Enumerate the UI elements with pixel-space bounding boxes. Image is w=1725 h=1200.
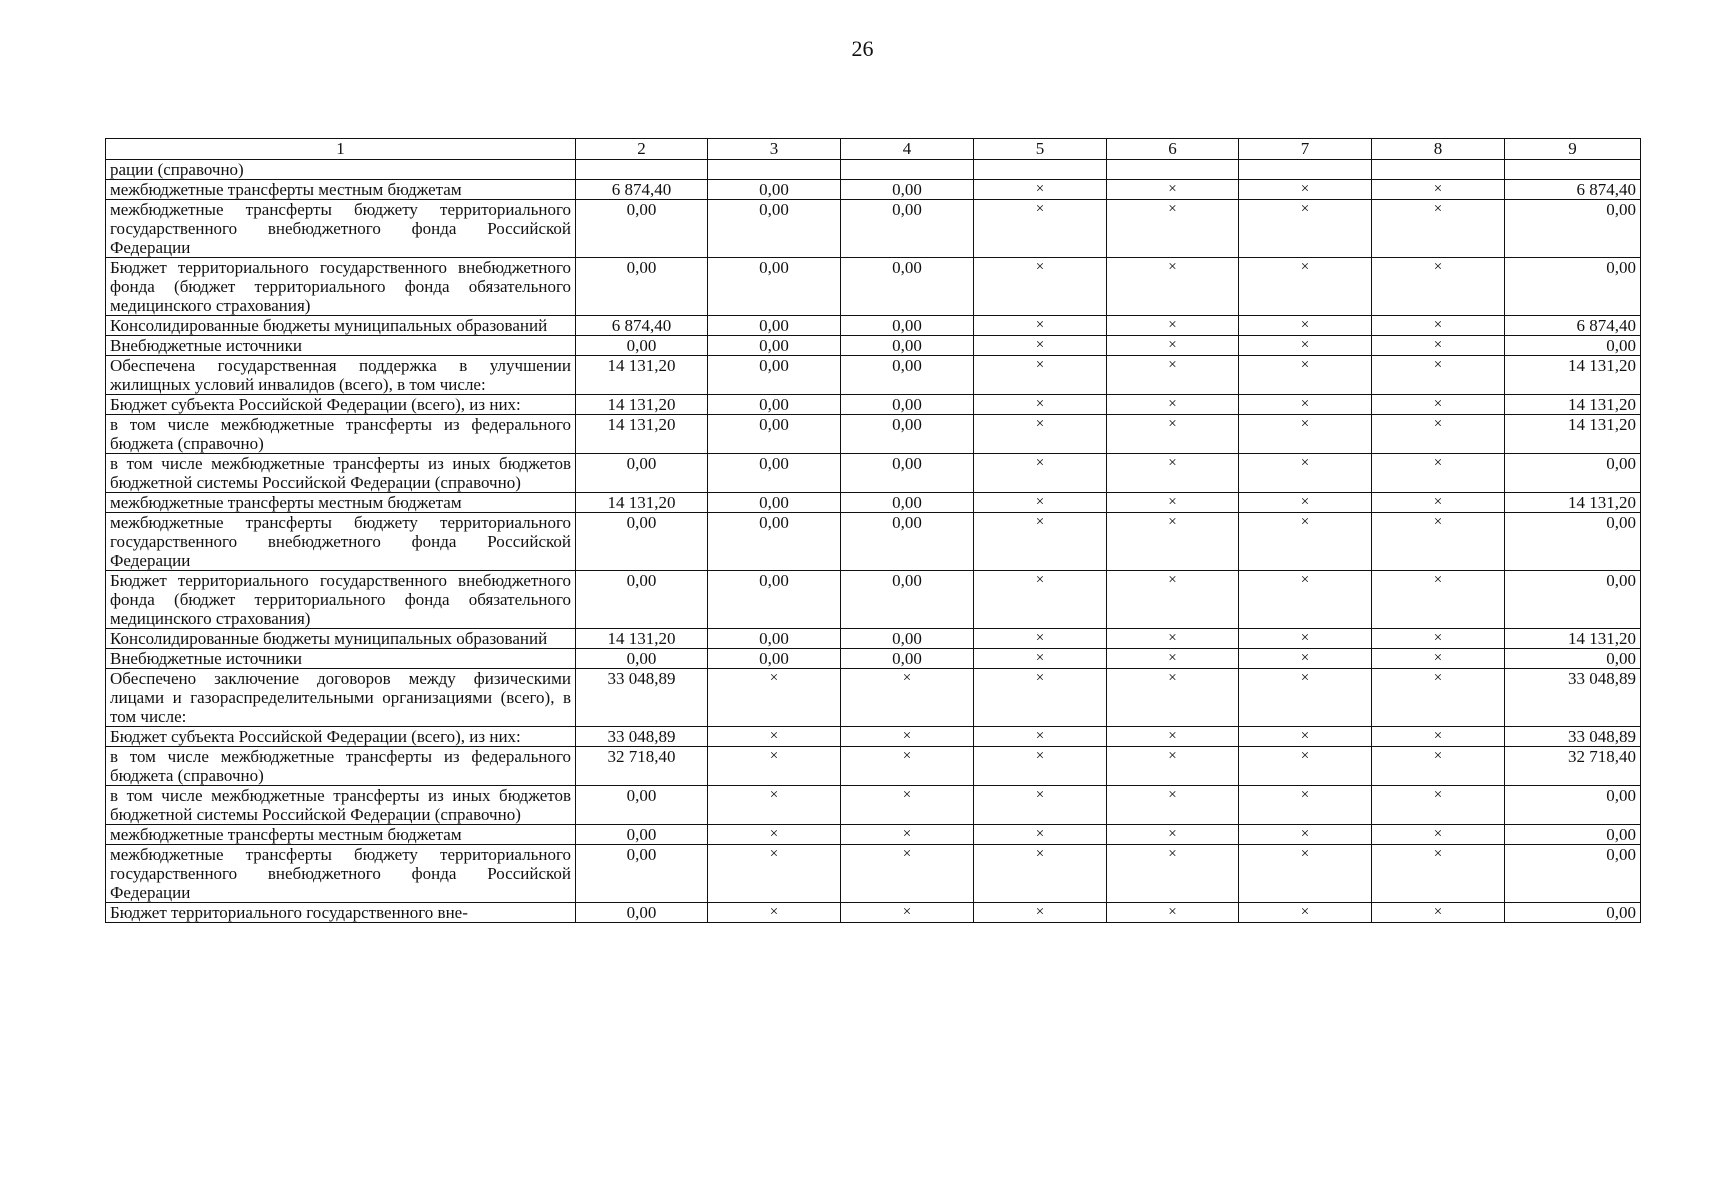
not-applicable-mark: × [974,903,1107,923]
not-applicable-mark: × [1239,258,1372,316]
value-cell: 14 131,20 [576,493,708,513]
not-applicable-mark: × [1239,493,1372,513]
table-row [106,180,1641,200]
not-applicable-mark: × [1107,845,1239,903]
value-cell: 0,00 [708,415,841,454]
table-row [106,316,1641,336]
value-cell: 14 131,20 [576,629,708,649]
value-cell: 0,00 [576,513,708,571]
not-applicable-mark: × [974,727,1107,747]
row-label: Обеспечена государственная поддержка в улучшении жилищных условий инвалидов (всего), в том числе: [106,356,576,395]
not-applicable-mark: × [1239,747,1372,786]
not-applicable-mark: × [1372,669,1505,727]
total-cell: 14 131,20 [1505,415,1641,454]
not-applicable-mark: × [1372,513,1505,571]
row-label: межбюджетные трансферты бюджету территориального государственного внебюджетного фонда Российской Федерации [106,200,576,258]
not-applicable-mark: × [1107,727,1239,747]
value-cell: 0,00 [708,395,841,415]
value-cell: 0,00 [841,395,974,415]
value-cell: 14 131,20 [576,415,708,454]
value-cell: 0,00 [576,200,708,258]
column-number-row [106,139,1641,160]
not-applicable-mark: × [1107,356,1239,395]
not-applicable-mark: × [1372,786,1505,825]
table-row [106,395,1641,415]
value-cell: 0,00 [841,454,974,493]
value-cell [1107,160,1239,180]
not-applicable-mark: × [1372,258,1505,316]
total-cell: 33 048,89 [1505,669,1641,727]
budget-table [105,138,1641,923]
not-applicable-mark: × [708,825,841,845]
not-applicable-mark: × [1239,786,1372,825]
value-cell: 0,00 [708,493,841,513]
not-applicable-mark: × [1372,454,1505,493]
value-cell: 0,00 [576,845,708,903]
value-cell: 0,00 [841,258,974,316]
not-applicable-mark: × [841,903,974,923]
total-cell: 33 048,89 [1505,727,1641,747]
not-applicable-mark: × [1239,825,1372,845]
not-applicable-mark: × [1372,493,1505,513]
total-cell: 6 874,40 [1505,316,1641,336]
not-applicable-mark: × [974,747,1107,786]
value-cell: 0,00 [708,180,841,200]
table-row [106,727,1641,747]
not-applicable-mark: × [974,513,1107,571]
value-cell: 0,00 [708,454,841,493]
not-applicable-mark: × [708,747,841,786]
not-applicable-mark: × [841,747,974,786]
table-row [106,493,1641,513]
column-number-8: 8 [1372,139,1505,160]
not-applicable-mark: × [1372,649,1505,669]
not-applicable-mark: × [708,786,841,825]
not-applicable-mark: × [1107,903,1239,923]
column-number-2: 2 [576,139,708,160]
table-row [106,825,1641,845]
table-row [106,786,1641,825]
not-applicable-mark: × [1372,200,1505,258]
not-applicable-mark: × [708,903,841,923]
row-label: Бюджет субъекта Российской Федерации (всего), из них: [106,395,576,415]
total-cell: 14 131,20 [1505,395,1641,415]
row-label: межбюджетные трансферты местным бюджетам [106,493,576,513]
row-label: Бюджет субъекта Российской Федерации (всего), из них: [106,727,576,747]
not-applicable-mark: × [1239,336,1372,356]
value-cell: 6 874,40 [576,316,708,336]
not-applicable-mark: × [1372,395,1505,415]
not-applicable-mark: × [1239,180,1372,200]
not-applicable-mark: × [1107,415,1239,454]
not-applicable-mark: × [974,649,1107,669]
not-applicable-mark: × [974,629,1107,649]
not-applicable-mark: × [1107,747,1239,786]
value-cell: 0,00 [841,336,974,356]
total-cell: 0,00 [1505,571,1641,629]
value-cell: 0,00 [708,336,841,356]
not-applicable-mark: × [1107,669,1239,727]
value-cell: 0,00 [708,571,841,629]
total-cell: 14 131,20 [1505,493,1641,513]
value-cell [841,160,974,180]
total-cell: 6 874,40 [1505,180,1641,200]
not-applicable-mark: × [974,356,1107,395]
row-label: Внебюджетные источники [106,649,576,669]
table-row [106,629,1641,649]
row-label: рации (справочно) [106,160,576,180]
not-applicable-mark: × [1107,513,1239,571]
value-cell: 6 874,40 [576,180,708,200]
not-applicable-mark: × [1372,415,1505,454]
not-applicable-mark: × [1239,845,1372,903]
not-applicable-mark: × [1372,336,1505,356]
not-applicable-mark: × [974,825,1107,845]
not-applicable-mark: × [974,316,1107,336]
table-row [106,513,1641,571]
not-applicable-mark: × [1107,649,1239,669]
not-applicable-mark: × [974,415,1107,454]
table-row [106,454,1641,493]
not-applicable-mark: × [974,669,1107,727]
value-cell: 14 131,20 [576,356,708,395]
not-applicable-mark: × [1372,180,1505,200]
row-label: межбюджетные трансферты местным бюджетам [106,825,576,845]
not-applicable-mark: × [841,669,974,727]
total-cell: 0,00 [1505,649,1641,669]
table-row [106,415,1641,454]
row-label: межбюджетные трансферты бюджету территориального государственного внебюджетного фонда Российской Федерации [106,845,576,903]
value-cell: 0,00 [841,571,974,629]
page-number: 26 [851,36,874,61]
not-applicable-mark: × [974,200,1107,258]
value-cell: 0,00 [708,258,841,316]
total-cell: 0,00 [1505,258,1641,316]
not-applicable-mark: × [841,845,974,903]
column-number-6: 6 [1107,139,1239,160]
value-cell: 0,00 [841,180,974,200]
not-applicable-mark: × [1107,571,1239,629]
value-cell: 32 718,40 [576,747,708,786]
not-applicable-mark: × [974,454,1107,493]
not-applicable-mark: × [1239,513,1372,571]
not-applicable-mark: × [1239,454,1372,493]
table-row [106,336,1641,356]
not-applicable-mark: × [708,845,841,903]
not-applicable-mark: × [1239,200,1372,258]
row-label: межбюджетные трансферты местным бюджетам [106,180,576,200]
not-applicable-mark: × [1239,415,1372,454]
not-applicable-mark: × [1107,629,1239,649]
not-applicable-mark: × [1107,786,1239,825]
value-cell: 0,00 [841,356,974,395]
column-number-1: 1 [106,139,576,160]
column-number-7: 7 [1239,139,1372,160]
not-applicable-mark: × [974,395,1107,415]
not-applicable-mark: × [1372,747,1505,786]
total-cell: 0,00 [1505,454,1641,493]
table-row [106,356,1641,395]
not-applicable-mark: × [708,727,841,747]
table-row [106,200,1641,258]
row-label: Консолидированные бюджеты муниципальных образований [106,316,576,336]
value-cell: 0,00 [708,356,841,395]
total-cell: 14 131,20 [1505,629,1641,649]
total-cell: 14 131,20 [1505,356,1641,395]
value-cell: 0,00 [708,316,841,336]
total-cell: 0,00 [1505,786,1641,825]
row-label: Внебюджетные источники [106,336,576,356]
value-cell: 0,00 [841,200,974,258]
value-cell: 0,00 [576,903,708,923]
not-applicable-mark: × [1107,336,1239,356]
value-cell [1239,160,1372,180]
table-row [106,571,1641,629]
total-cell: 0,00 [1505,336,1641,356]
table-row [106,845,1641,903]
row-label: Бюджет территориального государственного внебюджетного фонда (бюджет территориального фонда обязательного медицинского страхования) [106,258,576,316]
not-applicable-mark: × [1107,316,1239,336]
total-cell: 32 718,40 [1505,747,1641,786]
value-cell [1372,160,1505,180]
not-applicable-mark: × [974,258,1107,316]
value-cell: 0,00 [708,629,841,649]
not-applicable-mark: × [974,336,1107,356]
not-applicable-mark: × [841,786,974,825]
total-cell: 0,00 [1505,825,1641,845]
row-label: межбюджетные трансферты бюджету территориального государственного внебюджетного фонда Российской Федерации [106,513,576,571]
not-applicable-mark: × [1107,180,1239,200]
value-cell [576,160,708,180]
value-cell: 0,00 [841,649,974,669]
value-cell: 0,00 [576,649,708,669]
not-applicable-mark: × [1107,454,1239,493]
total-cell [1505,160,1641,180]
value-cell: 0,00 [841,513,974,571]
value-cell: 0,00 [708,649,841,669]
not-applicable-mark: × [841,825,974,845]
column-number-5: 5 [974,139,1107,160]
value-cell: 33 048,89 [576,727,708,747]
row-label: Обеспечено заключение договоров между физическими лицами и газораспределительными организациями (всего), в том числе: [106,669,576,727]
table-row [106,747,1641,786]
not-applicable-mark: × [1372,845,1505,903]
not-applicable-mark: × [1107,493,1239,513]
not-applicable-mark: × [1372,825,1505,845]
value-cell: 0,00 [841,316,974,336]
value-cell: 0,00 [576,786,708,825]
table-row [106,649,1641,669]
not-applicable-mark: × [974,571,1107,629]
row-label: в том числе межбюджетные трансферты из иных бюджетов бюджетной системы Российской Федерации (справочно) [106,786,576,825]
value-cell: 0,00 [576,825,708,845]
not-applicable-mark: × [1372,316,1505,336]
not-applicable-mark: × [974,493,1107,513]
not-applicable-mark: × [708,669,841,727]
not-applicable-mark: × [1239,316,1372,336]
not-applicable-mark: × [1372,629,1505,649]
column-number-9: 9 [1505,139,1641,160]
value-cell: 14 131,20 [576,395,708,415]
table-row [106,903,1641,923]
not-applicable-mark: × [1239,571,1372,629]
value-cell: 0,00 [576,571,708,629]
not-applicable-mark: × [841,727,974,747]
value-cell: 0,00 [841,493,974,513]
not-applicable-mark: × [1239,395,1372,415]
not-applicable-mark: × [1372,356,1505,395]
not-applicable-mark: × [1372,727,1505,747]
value-cell: 0,00 [576,454,708,493]
row-label: Бюджет территориального государственного внебюджетного фонда (бюджет территориального фонда обязательного медицинского страхования) [106,571,576,629]
total-cell: 0,00 [1505,513,1641,571]
not-applicable-mark: × [974,845,1107,903]
row-label: в том числе межбюджетные трансферты из федерального бюджета (справочно) [106,747,576,786]
row-label: Бюджет территориального государственного вне- [106,903,576,923]
value-cell: 0,00 [841,415,974,454]
not-applicable-mark: × [1239,727,1372,747]
not-applicable-mark: × [1239,629,1372,649]
not-applicable-mark: × [1239,649,1372,669]
column-number-3: 3 [708,139,841,160]
value-cell: 0,00 [841,629,974,649]
row-label: в том числе межбюджетные трансферты из иных бюджетов бюджетной системы Российской Федерации (справочно) [106,454,576,493]
table-row [106,258,1641,316]
value-cell [974,160,1107,180]
table-row [106,669,1641,727]
column-number-4: 4 [841,139,974,160]
table-row [106,160,1641,180]
value-cell: 33 048,89 [576,669,708,727]
value-cell: 0,00 [576,336,708,356]
total-cell: 0,00 [1505,200,1641,258]
not-applicable-mark: × [1372,903,1505,923]
value-cell [708,160,841,180]
not-applicable-mark: × [1239,903,1372,923]
value-cell: 0,00 [708,200,841,258]
not-applicable-mark: × [974,180,1107,200]
total-cell: 0,00 [1505,903,1641,923]
total-cell: 0,00 [1505,845,1641,903]
value-cell: 0,00 [708,513,841,571]
not-applicable-mark: × [974,786,1107,825]
not-applicable-mark: × [1239,356,1372,395]
not-applicable-mark: × [1107,395,1239,415]
not-applicable-mark: × [1107,258,1239,316]
row-label: в том числе межбюджетные трансферты из федерального бюджета (справочно) [106,415,576,454]
not-applicable-mark: × [1239,669,1372,727]
row-label: Консолидированные бюджеты муниципальных образований [106,629,576,649]
not-applicable-mark: × [1372,571,1505,629]
not-applicable-mark: × [1107,200,1239,258]
not-applicable-mark: × [1107,825,1239,845]
value-cell: 0,00 [576,258,708,316]
